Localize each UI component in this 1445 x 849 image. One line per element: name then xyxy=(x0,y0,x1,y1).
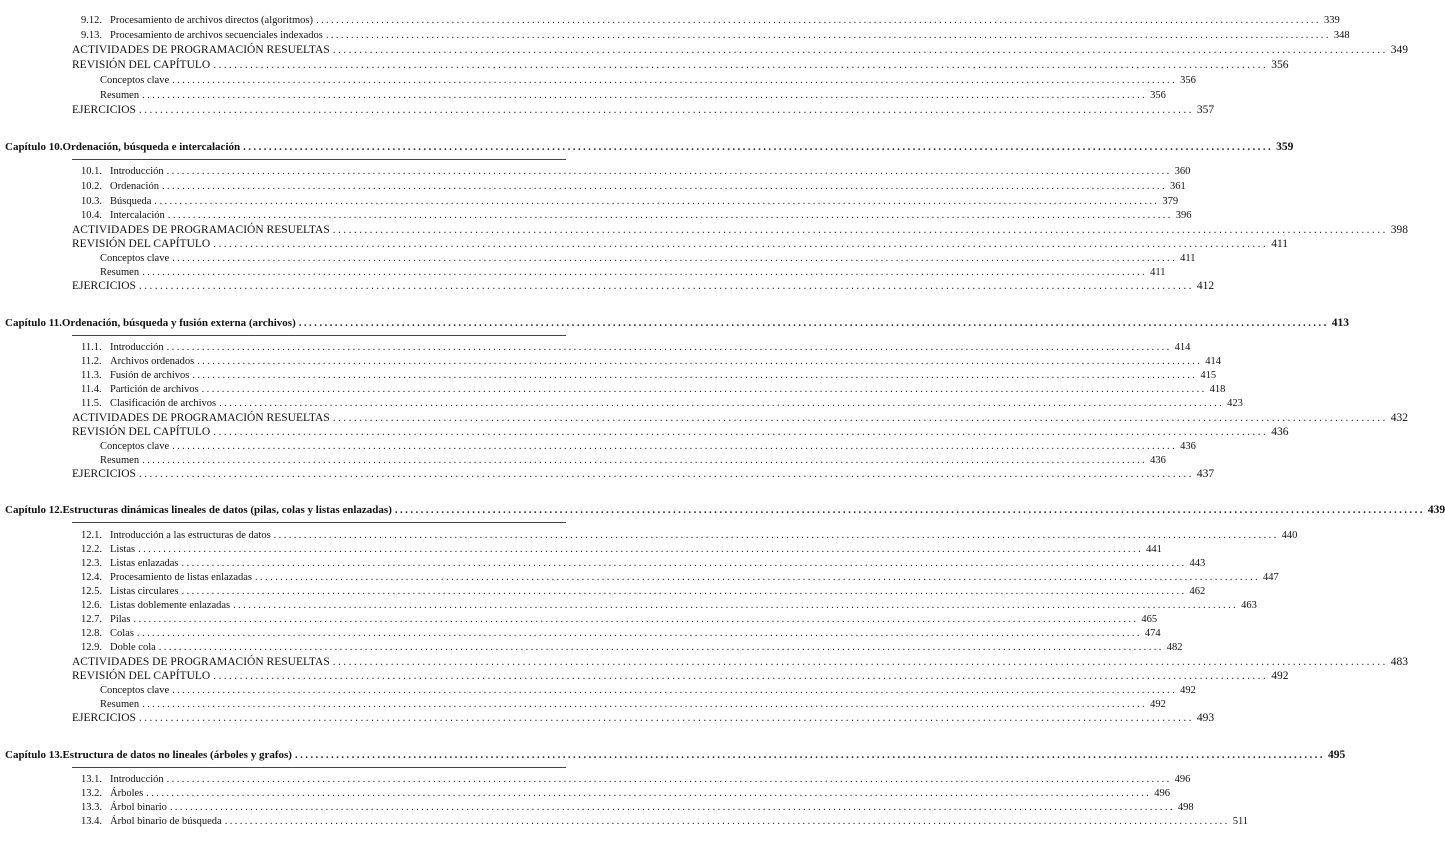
dot-leader: ........................................................................................................................................................................................................ xyxy=(138,544,1144,555)
entry-title: REVISIÓN DEL CAPÍTULO xyxy=(72,59,211,71)
entry-number: 9.12. xyxy=(81,15,102,26)
page-number: 414 xyxy=(1174,342,1191,353)
toc-entry xyxy=(81,397,1243,410)
entry-title: ACTIVIDADES DE PROGRAMACIÓN RESUELTAS xyxy=(72,656,330,668)
toc-caps-entry xyxy=(72,711,1215,725)
entry-title: ACTIVIDADES DE PROGRAMACIÓN RESUELTAS xyxy=(72,224,330,236)
page-number: 462 xyxy=(1189,586,1206,597)
page-number: 411 xyxy=(1271,238,1289,250)
entry-title: REVISIÓN DEL CAPÍTULO xyxy=(72,238,211,250)
page-number: 348 xyxy=(1333,30,1350,41)
entry-title: EJERCICIOS xyxy=(72,280,136,292)
entry-title: Listas circulares xyxy=(110,586,179,597)
entry-number: 11.5. xyxy=(81,398,102,409)
page-number: 356 xyxy=(1150,90,1166,101)
entry-title: Procesamiento de listas enlazadas xyxy=(110,572,252,583)
toc-caps-entry xyxy=(72,411,1408,425)
entry-title: Introducción xyxy=(110,166,164,177)
dot-leader: ........................................................................................................................................................................................................ xyxy=(142,267,1148,278)
page-number: 423 xyxy=(1227,398,1243,409)
chapter-heading xyxy=(5,316,1349,331)
entry-title: Pilas xyxy=(110,614,131,625)
toc-caps-entry xyxy=(72,655,1408,669)
toc-caps-entry xyxy=(72,58,1289,72)
dot-leader: ........................................................................................................................................................................................................ xyxy=(213,670,1269,682)
toc-entry xyxy=(81,773,1191,786)
entry-number: 13.4. xyxy=(81,816,102,827)
entry-number: 13.2. xyxy=(81,788,102,799)
page-number: 411 xyxy=(1180,253,1196,264)
toc-entry xyxy=(81,195,1179,208)
dot-leader: ........................................................................................................................................................................................................ xyxy=(219,398,1225,409)
page-number: 396 xyxy=(1175,210,1192,221)
entry-title: Clasificación de archivos xyxy=(110,398,217,409)
page-number: 436 xyxy=(1150,455,1166,466)
page-number: 357 xyxy=(1196,104,1215,116)
dot-leader: ........................................................................................................................................................................................................ xyxy=(213,59,1269,71)
dot-leader: ........................................................................................................................................................................................................ xyxy=(298,317,1329,329)
entry-title: EJERCICIOS xyxy=(72,712,136,724)
page-number: 511 xyxy=(1232,816,1249,827)
page-number: 413 xyxy=(1331,317,1349,329)
dot-leader: ........................................................................................................................................................................................................ xyxy=(181,586,1187,597)
toc-sub-entry xyxy=(100,684,1196,697)
toc-entry xyxy=(81,627,1161,640)
entry-number: 12.3. xyxy=(81,558,102,569)
entry-number: 11.2. xyxy=(81,356,102,367)
entry-number: 13.1. xyxy=(81,774,102,785)
dot-leader: ........................................................................................................................................................................................................ xyxy=(315,15,1321,26)
page-number: 432 xyxy=(1390,412,1408,424)
entry-title: REVISIÓN DEL CAPÍTULO xyxy=(72,426,211,438)
toc-entry xyxy=(81,355,1222,368)
chapter-rule xyxy=(72,522,566,523)
page-number: 463 xyxy=(1241,600,1257,611)
dot-leader: ........................................................................................................................................................................................................ xyxy=(172,441,1178,452)
entry-title: EJERCICIOS xyxy=(72,104,136,116)
page-number: 412 xyxy=(1196,280,1215,292)
entry-title: Búsqueda xyxy=(110,196,152,207)
entry-title: Resumen xyxy=(100,699,140,710)
page-number: 443 xyxy=(1189,558,1206,569)
entry-number: 11.4. xyxy=(81,384,102,395)
page-number: 415 xyxy=(1200,370,1217,381)
entry-title: Árbol binario xyxy=(110,802,167,813)
page-number: 414 xyxy=(1205,356,1222,367)
entry-number: 12.2. xyxy=(81,544,102,555)
toc-entry xyxy=(81,599,1257,612)
entry-number: 12.4. xyxy=(81,572,102,583)
toc-caps-entry xyxy=(72,237,1289,251)
page-number: 437 xyxy=(1196,468,1215,480)
page-number: 447 xyxy=(1263,572,1279,583)
toc-caps-entry xyxy=(72,279,1215,293)
entry-title: Conceptos clave xyxy=(100,685,170,696)
chapter-label: Capítulo 12. xyxy=(5,504,63,516)
dot-leader: ........................................................................................................................................................................................................ xyxy=(172,685,1178,696)
dot-leader: ........................................................................................................................................................................................................ xyxy=(136,628,1142,639)
dot-leader: ........................................................................................................................................................................................................ xyxy=(169,802,1175,813)
dot-leader: ........................................................................................................................................................................................................ xyxy=(197,356,1203,367)
dot-leader: ........................................................................................................................................................................................................ xyxy=(332,412,1388,424)
toc-sub-entry xyxy=(100,266,1166,279)
dot-leader: ........................................................................................................................................................................................................ xyxy=(332,224,1388,236)
page-number: 411 xyxy=(1150,267,1166,278)
toc-entry xyxy=(81,529,1298,542)
toc-caps-entry xyxy=(72,669,1289,683)
entry-title: Introducción xyxy=(110,774,164,785)
toc-entry xyxy=(81,641,1183,654)
entry-title: Fusión de archivos xyxy=(110,370,190,381)
entry-title: Introducción xyxy=(110,342,164,353)
entry-number: 11.3. xyxy=(81,370,102,381)
page-number: 349 xyxy=(1390,44,1408,56)
page-number: 436 xyxy=(1271,426,1289,438)
page-number: 339 xyxy=(1323,15,1340,26)
entry-title: Doble cola xyxy=(110,642,156,653)
toc-entry xyxy=(81,585,1206,598)
page-number: 492 xyxy=(1271,670,1289,682)
dot-leader: ........................................................................................................................................................................................................ xyxy=(233,600,1239,611)
page-number: 379 xyxy=(1162,196,1179,207)
dot-leader: ........................................................................................................................................................................................................ xyxy=(243,141,1274,153)
page-number: 495 xyxy=(1327,749,1346,761)
page-number: 465 xyxy=(1141,614,1158,625)
toc-entry xyxy=(81,29,1350,42)
chapter-rule xyxy=(72,335,566,336)
entry-title: Ordenación xyxy=(110,181,159,192)
page-number: 356 xyxy=(1271,59,1289,71)
toc-caps-entry xyxy=(72,425,1289,439)
dot-leader: ........................................................................................................................................................................................................ xyxy=(224,816,1230,827)
entry-title: ACTIVIDADES DE PROGRAMACIÓN RESUELTAS xyxy=(72,44,330,56)
dot-leader: ........................................................................................................................................................................................................ xyxy=(181,558,1187,569)
chapter-title: Estructura de datos no lineales (árboles y grafos) xyxy=(62,749,292,761)
chapter-heading xyxy=(5,748,1346,763)
toc-sub-entry xyxy=(100,74,1196,87)
entry-number: 10.3. xyxy=(81,196,102,207)
page-number: 436 xyxy=(1180,441,1196,452)
entry-title: Listas enlazadas xyxy=(110,558,179,569)
entry-title: Resumen xyxy=(100,90,140,101)
entry-title: Partición de archivos xyxy=(110,384,199,395)
dot-leader: ........................................................................................................................................................................................................ xyxy=(138,712,1194,724)
dot-leader: ........................................................................................................................................................................................................ xyxy=(167,210,1173,221)
dot-leader: ........................................................................................................................................................................................................ xyxy=(394,504,1425,516)
toc-caps-entry xyxy=(72,103,1215,117)
entry-number: 12.8. xyxy=(81,628,102,639)
chapter-title: Estructuras dinámicas lineales de datos (pilas, colas y listas enlazadas) xyxy=(62,504,392,516)
toc-caps-entry xyxy=(72,43,1408,57)
dot-leader: ........................................................................................................................................................................................................ xyxy=(172,75,1178,86)
page-number: 496 xyxy=(1174,774,1191,785)
toc-entry xyxy=(81,341,1191,354)
page-number: 492 xyxy=(1150,699,1166,710)
page-number: 418 xyxy=(1209,384,1226,395)
toc-caps-entry xyxy=(72,223,1408,237)
toc-sub-entry xyxy=(100,89,1166,102)
page-number: 441 xyxy=(1146,544,1162,555)
chapter-label: Capítulo 13. xyxy=(5,749,63,761)
page-number: 439 xyxy=(1427,504,1445,516)
entry-title: Conceptos clave xyxy=(100,75,170,86)
dot-leader: ........................................................................................................................................................................................................ xyxy=(255,572,1260,583)
dot-leader: ........................................................................................................................................................................................................ xyxy=(133,614,1139,625)
page-number: 498 xyxy=(1177,802,1194,813)
dot-leader: ........................................................................................................................................................................................................ xyxy=(142,455,1148,466)
entry-number: 11.1. xyxy=(81,342,102,353)
entry-title: Resumen xyxy=(100,455,140,466)
dot-leader: ........................................................................................................................................................................................................ xyxy=(142,699,1148,710)
chapter-title: Ordenación, búsqueda e intercalación xyxy=(62,141,241,153)
page-number: 492 xyxy=(1180,685,1196,696)
toc-entry xyxy=(81,14,1340,27)
entry-number: 9.13. xyxy=(81,30,102,41)
dot-leader: ........................................................................................................................................................................................................ xyxy=(201,384,1207,395)
toc-entry xyxy=(81,209,1192,222)
chapter-label: Capítulo 10. xyxy=(5,141,63,153)
entry-number: 12.6. xyxy=(81,600,102,611)
chapter-heading xyxy=(5,140,1294,155)
entry-title: Archivos ordenados xyxy=(110,356,195,367)
toc-entry xyxy=(81,613,1158,626)
entry-number: 10.4. xyxy=(81,210,102,221)
dot-leader: ........................................................................................................................................................................................................ xyxy=(325,30,1331,41)
toc-entry xyxy=(81,801,1194,814)
entry-title: Conceptos clave xyxy=(100,441,170,452)
entry-title: Resumen xyxy=(100,267,140,278)
entry-title: Intercalación xyxy=(110,210,165,221)
dot-leader: ........................................................................................................................................................................................................ xyxy=(332,44,1388,56)
page-number: 493 xyxy=(1196,712,1215,724)
toc-sub-entry xyxy=(100,252,1196,265)
entry-title: Procesamiento de archivos directos (algoritmos) xyxy=(110,15,313,26)
toc-sub-entry xyxy=(100,698,1166,711)
toc-entry xyxy=(81,787,1170,800)
dot-leader: ........................................................................................................................................................................................................ xyxy=(161,181,1167,192)
dot-leader: ........................................................................................................................................................................................................ xyxy=(138,468,1194,480)
page-number: 360 xyxy=(1174,166,1191,177)
dot-leader: ........................................................................................................................................................................................................ xyxy=(213,426,1269,438)
entry-title: Listas xyxy=(110,544,136,555)
dot-leader: ........................................................................................................................................................................................................ xyxy=(192,370,1198,381)
dot-leader: ........................................................................................................................................................................................................ xyxy=(138,104,1194,116)
entry-title: ACTIVIDADES DE PROGRAMACIÓN RESUELTAS xyxy=(72,412,330,424)
toc-entry xyxy=(81,383,1226,396)
entry-title: EJERCICIOS xyxy=(72,468,136,480)
dot-leader: ........................................................................................................................................................................................................ xyxy=(172,253,1178,264)
entry-number: 13.3. xyxy=(81,802,102,813)
chapter-rule xyxy=(72,159,566,160)
toc-sub-entry xyxy=(100,454,1166,467)
entry-title: Colas xyxy=(110,628,134,639)
entry-title: Listas doblemente enlazadas xyxy=(110,600,231,611)
entry-title: Árbol binario de búsqueda xyxy=(110,816,222,827)
page-number: 440 xyxy=(1281,530,1298,541)
toc-entry xyxy=(81,557,1206,570)
page-number: 483 xyxy=(1390,656,1408,668)
entry-number: 12.1. xyxy=(81,530,102,541)
chapter-heading xyxy=(5,503,1445,518)
dot-leader: ........................................................................................................................................................................................................ xyxy=(166,166,1172,177)
chapter-rule xyxy=(72,767,566,768)
toc-entry xyxy=(81,180,1186,193)
chapter-title: Ordenación, búsqueda y fusión externa (archivos) xyxy=(61,317,296,329)
toc-entry xyxy=(81,165,1191,178)
dot-leader: ........................................................................................................................................................................................................ xyxy=(166,774,1172,785)
entry-title: Introducción a las estructuras de datos xyxy=(110,530,271,541)
toc-entry xyxy=(81,815,1249,828)
page-number: 361 xyxy=(1169,181,1186,192)
entry-title: Conceptos clave xyxy=(100,253,170,264)
toc-entry xyxy=(81,369,1217,382)
dot-leader: ........................................................................................................................................................................................................ xyxy=(294,749,1325,761)
page-number: 359 xyxy=(1276,141,1294,153)
dot-leader: ........................................................................................................................................................................................................ xyxy=(166,342,1172,353)
dot-leader: ........................................................................................................................................................................................................ xyxy=(273,530,1279,541)
dot-leader: ........................................................................................................................................................................................................ xyxy=(158,642,1164,653)
dot-leader: ........................................................................................................................................................................................................ xyxy=(332,656,1388,668)
toc-entry xyxy=(81,571,1279,584)
entry-number: 12.5. xyxy=(81,586,102,597)
entry-number: 12.7. xyxy=(81,614,102,625)
entry-number: 10.2. xyxy=(81,181,102,192)
toc-entry xyxy=(81,543,1162,556)
dot-leader: ........................................................................................................................................................................................................ xyxy=(213,238,1269,250)
page-number: 482 xyxy=(1166,642,1183,653)
entry-title: Árboles xyxy=(110,788,144,799)
toc-sub-entry xyxy=(100,440,1196,453)
page-number: 356 xyxy=(1180,75,1196,86)
page-number: 398 xyxy=(1390,224,1408,236)
dot-leader: ........................................................................................................................................................................................................ xyxy=(154,196,1160,207)
page-number: 496 xyxy=(1154,788,1170,799)
entry-title: REVISIÓN DEL CAPÍTULO xyxy=(72,670,211,682)
toc-caps-entry xyxy=(72,467,1215,481)
dot-leader: ........................................................................................................................................................................................................ xyxy=(146,788,1152,799)
dot-leader: ........................................................................................................................................................................................................ xyxy=(142,90,1148,101)
page-number: 474 xyxy=(1144,628,1161,639)
chapter-label: Capítulo 11. xyxy=(5,317,62,329)
entry-title: Procesamiento de archivos secuenciales indexados xyxy=(110,30,323,41)
dot-leader: ........................................................................................................................................................................................................ xyxy=(138,280,1194,292)
entry-number: 12.9. xyxy=(81,642,102,653)
entry-number: 10.1. xyxy=(81,166,102,177)
